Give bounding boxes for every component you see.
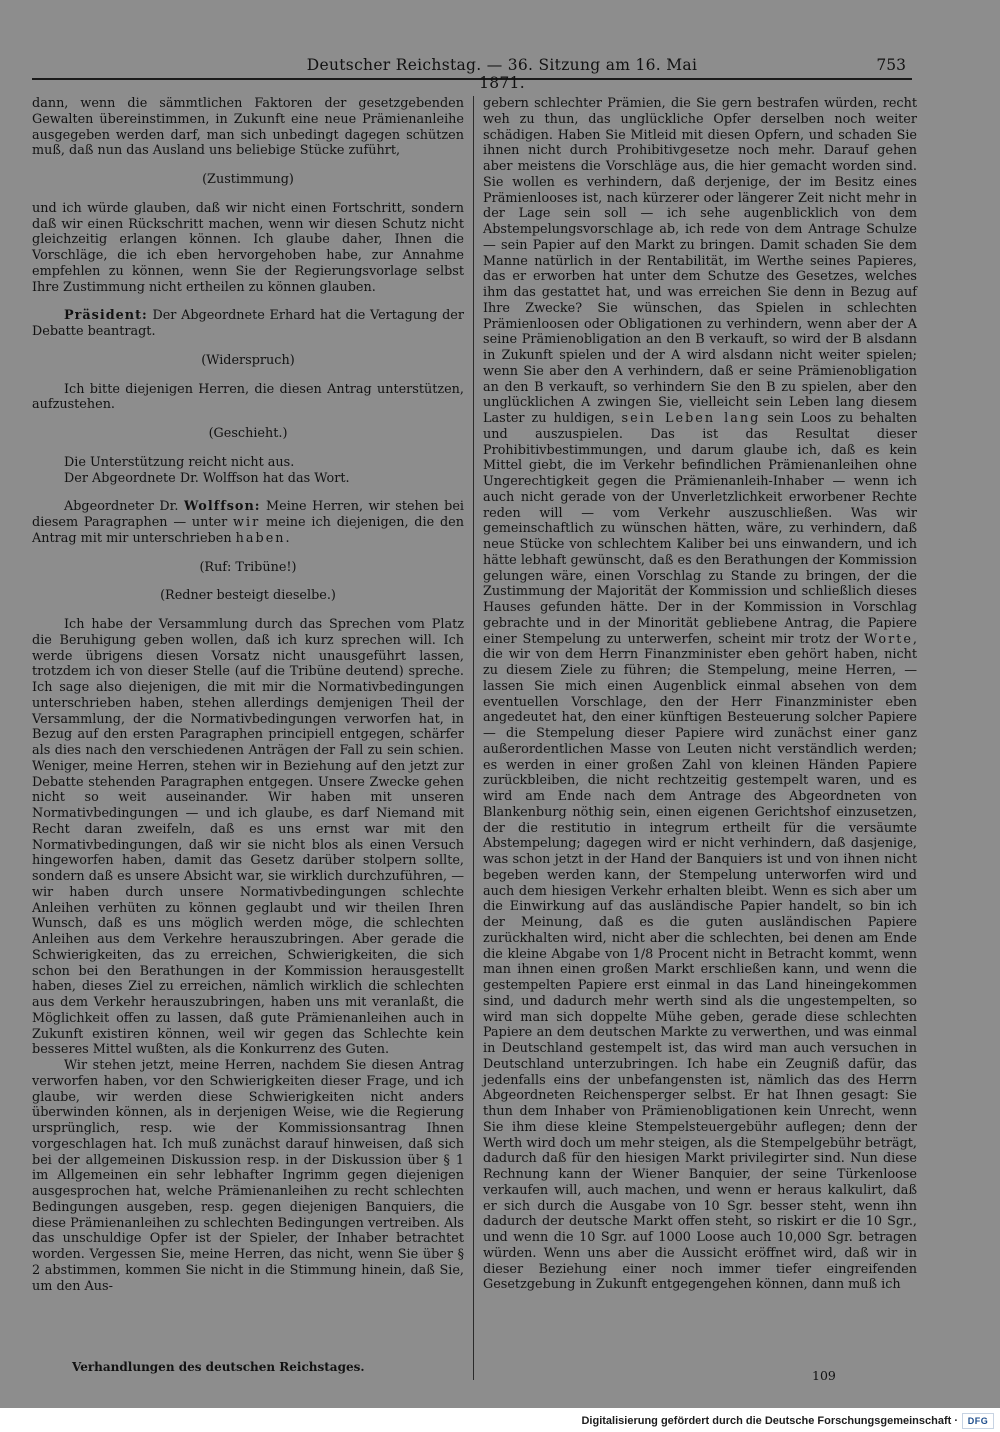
signature-mark: 109	[812, 1368, 836, 1383]
interjection: (Zustimmung)	[202, 172, 294, 187]
speech-text: meine ich diejenigen, die den Antrag mit mir unterschrieben	[32, 515, 464, 546]
running-head: Deutscher Reichstag. — 36. Sitzung am 16. Mai 1871.	[306, 56, 698, 92]
paragraph: Ich habe der Versammlung durch das Sprechen vom Platz die Beruhigung geben wollen, daß ich kurz sprechen will. Ich werde übrigens diesen Vorsatz nicht unausgeführt lassen, trotzdem ich von dieser Stelle (auf die Tribüne deutend) spreche. Ich sage also diejenigen, die mit mir die Normativbedingungen unterschrieben haben, stehen allerdings demjenigen Theil der Versammlung, der die Normativbedingungen verworfen hat, in Bezug auf den ersten Paragraphen principiell entgegen, schärfer als dies nach den verschiedenen Anträgen der Fall zu sein schien. Weniger, meine Herren, stehen wir in Beziehung auf den jetzt zur Debatte stehenden Paragraphen entgegen. Unsere Zwecke gehen nicht so weit auseinander. Wir haben mit unseren Normativbedingungen — und ich glaube, es darf Niemand mit Recht daran zweifeln, daß es uns ernst war mit den Normativbedingungen, daß wir sie nicht blos als einen Versuch hingeworfen haben, damit das Gesetz darüber stolpern sollte, sondern daß es unsere Absicht war, sie wirklich durchzuführen, — wir haben durch unsere Normativbedingungen schlechte Anleihen verhüten zu können geglaubt und wir theilen Ihren Wunsch, daß es uns möglich werden möge, die schlechten Anleihen aus dem Verkehre herauszubringen. Aber gerade die Schwierigkeiten, das zu erreichen, Schwierigkeiten, die sich schon bei den Berathungen in der Kommission herausgestellt haben, dieses Ziel zu erreichen, nämlich wirklich die schlechten aus dem Verkehr herauszubringen, haben uns mit veranlaßt, die Möglichkeit offen zu lassen, daß gute Prämienanleihen auch in Zukunft existiren können, weil wir gegen das Schlechte kein besseres Mittel wußten, als die Konkurrenz des Guten.	[32, 617, 464, 1058]
paragraph-text: sein Loos zu behalten und auszuspielen. Das ist das Resultat dieser Prohibitivbestimmungen, und darum glaube ich, daß es kein Mittel giebt, die im Verkehr befindlichen Prämienanleihen ohne Ungerechtigkeit gegen die Prämienanleih-Inhaber — wenn ich auch nicht gerade von der Unverletzlichkeit erworbener Rechte reden will — vom Verkehr auszuschließen. Was wir gemeinschaftlich zu wünschen hätten, wäre, zu verhindern, daß neue Stücke von schlechtem Kaliber bei uns einwandern, und ich hätte lebhaft gewünscht, daß es den Berathungen der Kommission gelungen wäre, einen Vorschlag zu Stande zu bringen, der die Zustimmung der Majorität der Kommission und schließlich dieses Hauses gefunden hätte. Der in der Kommission in Vorschlag gebrachte und in der Minorität gebliebene Antrag, die Papiere einer Stempelung zu unterwerfen, scheint mir trotz der	[483, 411, 917, 647]
interjection: (Widerspruch)	[201, 352, 295, 368]
paragraph: Die Unterstützung reicht nicht aus.	[64, 454, 295, 470]
paragraph: und ich würde glauben, daß wir nicht einen Fortschritt, sondern daß wir einen Rückschritt machen, wenn wir diesen Schutz nicht gleichzeitig erlangen können. Ich glaube daher, Ihnen die Vorschläge, die ich eben hervorgehoben habe, zur Annahme empfehlen zu können, wenn Sie der Regierungsvorlage selbst Ihre Zustimmung nicht ertheilen zu können glauben.	[32, 200, 464, 295]
column-rule	[473, 96, 474, 1380]
left-column	[32, 96, 464, 1294]
paragraph: Wir stehen jetzt, meine Herren, nachdem Sie diesen Antrag verworfen haben, vor den Schwierigkeiten dieser Frage, und ich glaube, wir werden diese Schwierigkeiten nicht anders überwinden können, als in derjenigen Weise, wie die Regierung ursprünglich, resp. wie der Kommissionsantrag Ihnen vorgeschlagen hat. Ich muß zunächst darauf hinweisen, daß sich bei der allgemeinen Diskussion resp. in der Diskussion über § 1 im Allgemeinen ein sehr lebhafter Ingrimm gegen diejenigen ausgesprochen hat, welche Prämienanleihen zu recht schlechten Bedingungen ausgeben, resp. gegen diejenigen Banquiers, die diese Prämienanleihen zu schlechten Bedingungen vertreiben. Als das unschuldige Opfer ist der Spieler, der Inhaber betrachtet worden. Vergessen Sie, meine Herren, das nicht, wenn Sie über § 2 abstimmen, kommen Sie nicht in die Stimmung hinein, daß Sie, um den Aus-	[32, 1058, 464, 1294]
speech-text: Der Abgeordnete Erhard hat die Vertagung der Debatte beantragt.	[32, 308, 464, 339]
paragraph-text: gebern schlechter Prämien, die Sie gern bestrafen würden, recht weh zu thun, das unglückliche Opfer derselben noch weiter schädigen. Haben Sie Mitleid mit diesen Opfern, und schaden Sie ihnen nicht durch Prohibitivgesetze noch mehr. Darauf gehen aber meistens die Vorschläge aus, die hier gemacht worden sind. Sie wollen es verhindern, daß derjenige, der im Besitz eines Prämienlooses ist, nach kürzerer oder längerer Zeit nicht mehr in der Lage sein soll — ich sehe augenblicklich von dem Abstempelungsvorschlage ab, ich rede von dem Antrage Schulze — sein Papier auf den Markt zu bringen. Damit schaden Sie dem Manne natürlich in der Rentabilität, im Werthe seines Papieres, das er erworben hat unter dem Schutze des Gesetzes, welches ihm das gestattet hat, und was erreichen Sie denn in Bezug auf Ihre Zwecke? Sie wünschen, das Spielen in schlechten Prämienloosen oder Obligationen zu verhindern, wenn aber der A seine Prämienobligation an den B verkauft, so wird der B alsdann in Zukunft spielen und der A wird alsdann nicht weiter spielen; wenn Sie aber den A verhindern, daß er seine Prämienobligation an den B verkauft, so verhindern Sie den B zu spielen, aber den unglücklichen A zwingen Sie, vielleicht sein Leben lang diesem Laster zu huldigen,	[483, 96, 917, 426]
credit-bar	[0, 1408, 1000, 1432]
paragraph: Der Abgeordnete Dr. Wolffson hat das Wort.	[64, 470, 350, 486]
speech-text: Meine Herren, wir stehen bei diesem Paragraphen — unter	[32, 499, 464, 530]
footer-source: Verhandlungen des deutschen Reichstages.	[72, 1360, 365, 1374]
emphasis: Worte	[864, 631, 913, 647]
speech-president	[32, 308, 464, 340]
speaker-title: Abgeordneter Dr.	[64, 499, 179, 515]
interjection: (Redner besteigt dieselbe.)	[160, 588, 336, 604]
speaker-name: Präsident:	[64, 308, 148, 324]
dfg-logo-icon: DFG	[962, 1413, 994, 1429]
paragraph-text: , die wir von dem Herrn Finanzminister eben gehört haben, nicht zu diesem Ziele zu führen; die Stempelung, meine Herren, — lassen Sie mich einen Augenblick einmal absehen von dem eventuellen Vorschlage, den der Herr Finanzminister eben angedeutet hat, den einer künftigen Besteuerung solcher Papiere — die Stempelung dieser Papiere wird zunächst einer ganz außerordentlichen Masse von Leuten nicht verständlich werden; es werden in einer großen Zahl von kleinen Händen Papiere zurückbleiben, die nicht rechtzeitig gestempelt waren, und es wird am Ende nach dem Antrage des Abgeordneten von Blankenburg nöthig sein, einen eigenen Gerichtshof einzusetzen, der die restitutio in integrum ertheilt für die versäumte Abstempelung; dagegen wird er nicht verhindern, daß dasjenige, was schon jetzt in der Hand der Banquiers ist und von ihnen nicht begeben werden kann, der Stempelung unterworfen wird und auch dem hiesigen Verkehr erhalten bleibt. Wenn es sich aber um die Einwirkung auf das ausländische Papier handelt, so bin ich der Meinung, daß es die guten ausländischen Papiere zurückhalten wird, nicht aber die schlechten, bei denen am Ende die kleine Abgabe von 1/8 Procent nicht in Betracht kommt, wenn man ihnen einen großen Markt erschließen kann, und wenn die gestempelten Papiere erst einmal in das Land hineingekommen sind, und dadurch mehr werth sind als die ungestempelten, so wird man sich doppelte Mühe geben, gerade diese schlechten Papiere an dem deutschen Markte zu verwerthen, und was einmal in Deutschland gestempelt ist, das wird man auch versuchen in Deutschland unterzubringen. Ich habe ein Zeugniß dafür, das jedenfalls eins der unbefangensten ist, nämlich das des Herrn Abgeordneten Reichensperger selbst. Er hat Ihnen gesagt: Sie thun dem Inhaber von Prämienobligationen kein Unrecht, wenn Sie ihm diese kleine Stempelsteuergebühr auflegen; denn der Werth wird doch um mehr steigen, als die Stempelgebühr beträgt, dadurch daß für den hiesigen Markt privilegirter sind. Nun diese Rechnung kann der Wiener Banquier, der seine Türkenloose verkaufen will, auch machen, und wenn er heraus kalkulirt, daß er sich durch die Ausgabe von 10 Sgr. besser steht, wenn ihn dadurch der deutsche Markt offen steht, so riskirt er die 10 Sgr., und wenn die 10 Sgr. auf 1000 Loose auch 10,000 Sgr. betragen würden. Wenn uns aber die Aussicht eröffnet wird, daß wir in dieser Beziehung einer noch immer tiefer eingreifenden Gesetzgebung in Zukunft entgegengehen können, dann muß ich	[483, 631, 917, 1293]
emphasis: haben.	[235, 530, 292, 546]
speaker-name: Wolffson:	[183, 499, 261, 515]
credit-text: Digitalisierung gefördert durch die Deutsche Forschungsgemeinschaft ·	[581, 1415, 958, 1427]
page-number: 753	[876, 56, 906, 74]
speech-wolffson	[32, 499, 464, 546]
interjection: (Ruf: Tribüne!)	[199, 559, 297, 575]
paragraph	[483, 96, 917, 1293]
paragraph: Ich bitte diejenigen Herren, die diesen Antrag unterstützen, aufzustehen.	[32, 381, 464, 413]
emphasis: wir	[233, 515, 261, 530]
interjection: (Geschieht.)	[208, 426, 288, 441]
emphasis: sein Leben lang	[621, 411, 761, 426]
paragraph: dann, wenn die sämmtlichen Faktoren der gesetzgebenden Gewalten übereinstimmen, in Zukunft eine neue Prämienanleihe ausgegeben werden darf, man sich unbedingt dagegen schützen muß, daß nun das Ausland uns beliebige Stücke zuführt,	[32, 96, 464, 159]
right-column	[483, 96, 917, 1293]
page-header	[32, 56, 912, 92]
